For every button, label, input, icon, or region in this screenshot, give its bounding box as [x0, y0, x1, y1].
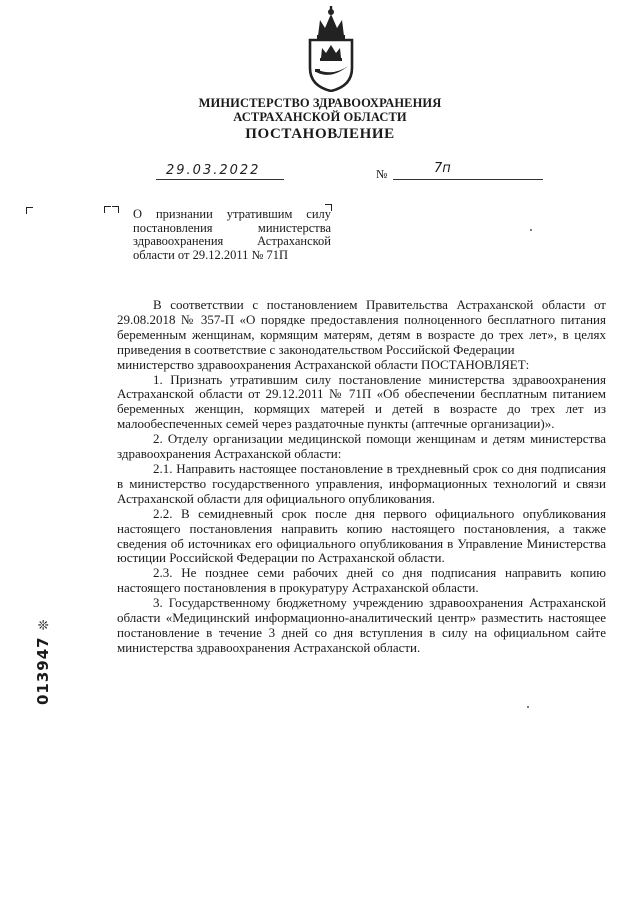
number-underline [393, 179, 543, 180]
date-underline [156, 179, 284, 180]
preamble-paragraph: В соответствии с постановлением Правительства Астраханской области от 29.08.2018 № 357-П «О порядке предоставления полноценного бесплатного питания беременным женщинам, кормящим матерям, детям в возрасте до трех лет», в целях приведения в соответствие с законодательством Российской Федерации [117, 297, 606, 357]
resolution-line: министерство здравоохранения Астраханской области ПОСТАНОВЛЯЕТ: [117, 356, 530, 372]
corner-mark-left [26, 207, 33, 214]
registration-number [34, 618, 52, 705]
corner-mark-subject-left [104, 206, 111, 213]
clause-1: 1. Признать утратившим силу постановление министерства здравоохранения Астраханской области от 29.12.2011 № 71П «Об обеспечении бесплатным питанием беременных женщин, кормящих матерей и детей в возрасте до трех лет из малообеспеченных семей через раздаточные пункты (аптечные организации)». [117, 371, 606, 432]
document-subject: О признании утратившим силу постановления министерства здравоохранения Астраханской области от 29.12.2011 № 71П [133, 207, 331, 262]
speck [530, 229, 532, 231]
clause-2-2: 2.2. В семидневный срок после дня первого официального опубликования настоящего постановления направить копию настоящего постановления, а также сведения об источниках его официального опубликования в Управление Министерства юстиции Российской Федерации по Астраханской области. [117, 505, 606, 566]
clause-2-1: 2.1. Направить настоящее постановление в трехдневный срок со дня подписания в министерство государственного управления, информационных технологий и связи Астраханской области для официального опубликования. [117, 460, 606, 506]
ministry-name: МИНИСТЕРСТВО ЗДРАВООХРАНЕНИЯ АСТРАХАНСКОЙ ОБЛАСТИ [198, 96, 442, 124]
registration-mark-icon: ❊ [37, 618, 52, 631]
document-body [117, 298, 606, 656]
document-date: 29.03.2022 [166, 163, 261, 178]
clause-2: 2. Отделу организации медицинской помощи женщинам и детям министерства здравоохранения Астраханской области: [117, 431, 606, 462]
speck [527, 706, 529, 708]
number-sign: № [376, 167, 388, 181]
corner-mark-subject-left-2 [112, 206, 119, 213]
document-number: 7п [434, 161, 451, 176]
clause-3: 3. Государственному бюджетному учреждению здравоохранения Астраханской области «Медицинский информационно-аналитический центр» разместить настоящее постановление в течение 3 дней со дня вступления в силу на официальном сайте министерства здравоохранения Астраханской области. [117, 595, 606, 655]
document-type: ПОСТАНОВЛЕНИЕ [245, 126, 395, 142]
clause-2-3: 2.3. Не позднее семи рабочих дней со дня подписания направить копию настоящего постановления в прокуратуру Астраханской области. [117, 565, 606, 596]
coat-of-arms-icon [296, 6, 366, 92]
registration-number-value: 013947 [34, 636, 52, 705]
